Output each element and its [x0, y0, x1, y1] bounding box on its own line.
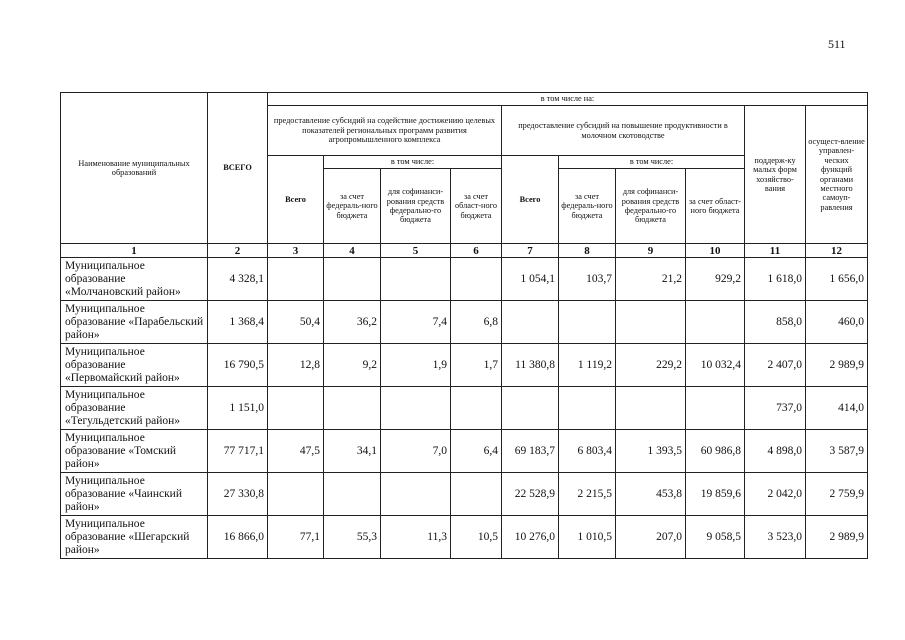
column-number: 6	[451, 244, 502, 258]
value-cell: 1 054,1	[502, 258, 559, 301]
header-total: ВСЕГО	[208, 93, 268, 244]
value-cell: 10,5	[451, 516, 502, 559]
value-cell	[502, 387, 559, 430]
value-cell	[686, 301, 745, 344]
value-cell: 9,2	[324, 344, 381, 387]
table-header	[61, 93, 868, 258]
header-g2-cofinancing: для софинанси-рования средств федерально-го бюджета	[616, 169, 686, 244]
value-cell: 6 803,4	[559, 430, 616, 473]
value-cell: 22 528,9	[502, 473, 559, 516]
value-cell	[324, 258, 381, 301]
header-g1-federal: за счет федераль-ного бюджета	[324, 169, 381, 244]
header-g1-regional: за счет област-ного бюджета	[451, 169, 502, 244]
value-cell: 50,4	[268, 301, 324, 344]
value-cell	[381, 258, 451, 301]
value-cell: 11,3	[381, 516, 451, 559]
column-number: 3	[268, 244, 324, 258]
column-number: 1	[61, 244, 208, 258]
header-group-agro: предоставление субсидий на содействие достижению целевых показателей региональных программ развития агропромышленного комплекса	[268, 106, 502, 156]
value-cell: 1 618,0	[745, 258, 806, 301]
value-cell	[451, 473, 502, 516]
value-cell: 1 151,0	[208, 387, 268, 430]
value-cell: 55,3	[324, 516, 381, 559]
header-including-on: в том числе на:	[268, 93, 868, 106]
column-number: 9	[616, 244, 686, 258]
value-cell: 6,4	[451, 430, 502, 473]
value-cell: 21,2	[616, 258, 686, 301]
value-cell: 69 183,7	[502, 430, 559, 473]
value-cell: 453,8	[616, 473, 686, 516]
header-col-12: осущест-вление управлен-ческих функций органами местного самоуп-равления	[806, 106, 868, 244]
value-cell: 858,0	[745, 301, 806, 344]
value-cell	[616, 301, 686, 344]
value-cell	[502, 301, 559, 344]
column-number: 11	[745, 244, 806, 258]
header-g2-including: в том числе:	[559, 156, 745, 169]
value-cell: 77 717,1	[208, 430, 268, 473]
value-cell: 60 986,8	[686, 430, 745, 473]
municipality-name-cell: Муниципальное образование «Тегульдетский район»	[61, 387, 208, 430]
value-cell: 2 042,0	[745, 473, 806, 516]
value-cell: 4 898,0	[745, 430, 806, 473]
value-cell: 36,2	[324, 301, 381, 344]
value-cell: 19 859,6	[686, 473, 745, 516]
value-cell: 77,1	[268, 516, 324, 559]
column-number: 8	[559, 244, 616, 258]
value-cell: 1 393,5	[616, 430, 686, 473]
value-cell: 229,2	[616, 344, 686, 387]
column-number: 5	[381, 244, 451, 258]
municipality-name-cell: Муниципальное образование «Шегарский район»	[61, 516, 208, 559]
value-cell: 3 523,0	[745, 516, 806, 559]
value-cell: 2 989,9	[806, 344, 868, 387]
value-cell: 460,0	[806, 301, 868, 344]
table-row	[61, 473, 868, 516]
value-cell: 34,1	[324, 430, 381, 473]
header-name-col: Наименование муниципальных образований	[61, 93, 208, 244]
value-cell	[451, 258, 502, 301]
header-g2-regional: за счет област-ного бюджета	[686, 169, 745, 244]
value-cell: 1,9	[381, 344, 451, 387]
value-cell: 47,5	[268, 430, 324, 473]
value-cell: 11 380,8	[502, 344, 559, 387]
value-cell: 1 656,0	[806, 258, 868, 301]
table-row	[61, 344, 868, 387]
value-cell: 3 587,9	[806, 430, 868, 473]
value-cell: 10 032,4	[686, 344, 745, 387]
column-number: 4	[324, 244, 381, 258]
municipality-name-cell: Муниципальное образование «Молчановский район»	[61, 258, 208, 301]
table-row	[61, 258, 868, 301]
municipality-name-cell: Муниципальное образование «Чаинский район»	[61, 473, 208, 516]
value-cell: 12,8	[268, 344, 324, 387]
value-cell: 27 330,8	[208, 473, 268, 516]
value-cell	[381, 473, 451, 516]
value-cell: 7,4	[381, 301, 451, 344]
value-cell: 2 215,5	[559, 473, 616, 516]
page-number: 511	[828, 37, 846, 51]
value-cell: 6,8	[451, 301, 502, 344]
value-cell	[324, 473, 381, 516]
table-row	[61, 387, 868, 430]
header-col-11: поддерж-ку малых форм хозяйство-вания	[745, 106, 806, 244]
value-cell: 2 759,9	[806, 473, 868, 516]
subsidy-table	[60, 92, 868, 559]
value-cell	[451, 387, 502, 430]
value-cell	[616, 387, 686, 430]
value-cell: 2 989,9	[806, 516, 868, 559]
value-cell: 737,0	[745, 387, 806, 430]
value-cell	[686, 387, 745, 430]
value-cell: 16 790,5	[208, 344, 268, 387]
value-cell: 4 328,1	[208, 258, 268, 301]
value-cell: 1,7	[451, 344, 502, 387]
value-cell	[559, 387, 616, 430]
value-cell: 414,0	[806, 387, 868, 430]
value-cell	[559, 301, 616, 344]
table-row	[61, 516, 868, 559]
value-cell	[268, 473, 324, 516]
column-number: 12	[806, 244, 868, 258]
value-cell	[268, 258, 324, 301]
header-g1-including: в том числе:	[324, 156, 502, 169]
column-numbers-row	[61, 244, 868, 258]
municipality-name-cell: Муниципальное образование «Томский район»	[61, 430, 208, 473]
value-cell	[268, 387, 324, 430]
value-cell: 1 368,4	[208, 301, 268, 344]
column-number: 7	[502, 244, 559, 258]
value-cell: 1 010,5	[559, 516, 616, 559]
value-cell: 1 119,2	[559, 344, 616, 387]
value-cell	[324, 387, 381, 430]
column-number: 10	[686, 244, 745, 258]
value-cell	[381, 387, 451, 430]
header-g2-total: Всего	[502, 156, 559, 244]
header-g1-cofinancing: для софинанси-рования средств федерально-го бюджета	[381, 169, 451, 244]
header-group-dairy: предоставление субсидий на повышение продуктивности в молочном скотоводстве	[502, 106, 745, 156]
value-cell: 10 276,0	[502, 516, 559, 559]
municipality-name-cell: Муниципальное образование «Парабельский район»	[61, 301, 208, 344]
table-row	[61, 301, 868, 344]
value-cell: 929,2	[686, 258, 745, 301]
column-number: 2	[208, 244, 268, 258]
value-cell: 103,7	[559, 258, 616, 301]
header-g1-total: Всего	[268, 156, 324, 244]
value-cell: 2 407,0	[745, 344, 806, 387]
header-g2-federal: за счет федераль-ного бюджета	[559, 169, 616, 244]
value-cell: 207,0	[616, 516, 686, 559]
value-cell: 9 058,5	[686, 516, 745, 559]
municipality-name-cell: Муниципальное образование «Первомайский район»	[61, 344, 208, 387]
value-cell: 16 866,0	[208, 516, 268, 559]
table-row	[61, 430, 868, 473]
table-body	[61, 258, 868, 559]
value-cell: 7,0	[381, 430, 451, 473]
